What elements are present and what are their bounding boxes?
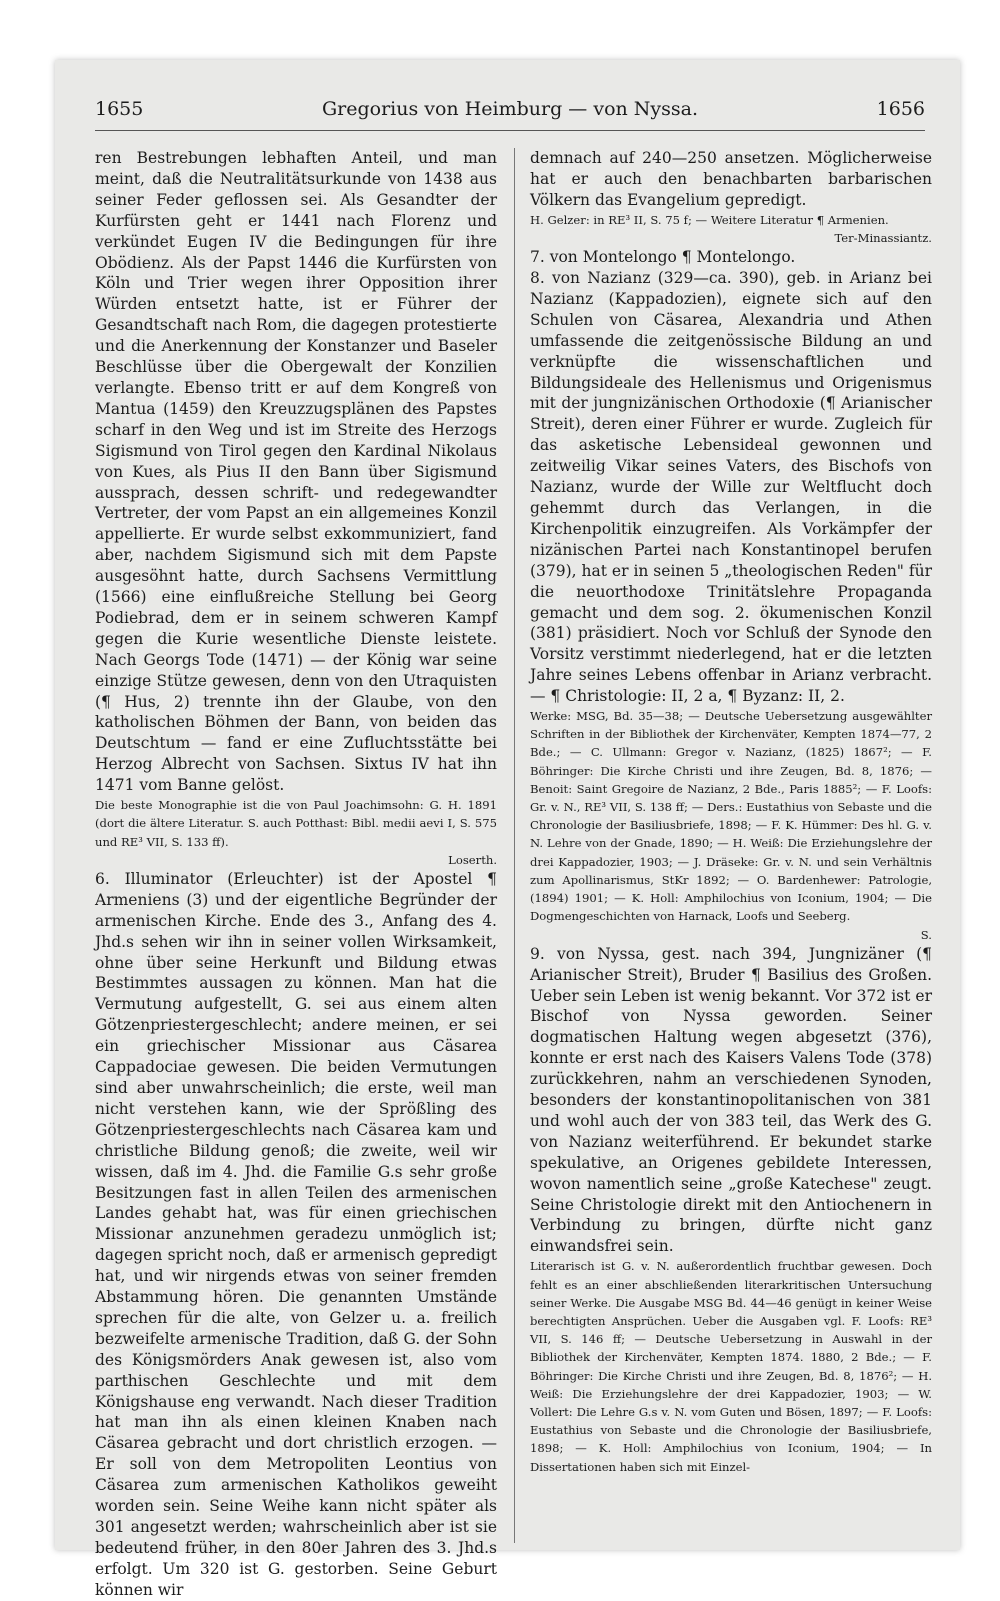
right-page-number: 1656 — [876, 98, 925, 120]
author-signature: Loserth. — [448, 852, 497, 867]
paragraph: demnach auf 240—250 ansetzen. Möglicherweise hat er auch den benachbarten barbarischen Völkern das Evangelium gepredigt. — [530, 149, 932, 209]
bibliography: Werke: MSG, Bd. 35—38; — Deutsche Uebersetzung ausgewählter Schriften in der Bibliothek der Kirchenväter, Kempten 1874—77, 2 Bde.; — C. Ullmann: Gregor v. Nazianz, (1825) 1867²; — F. Böhringer: Die Kirche Christi und ihre Zeugen, Bd. 8, 1876; — Benoit: Saint Gregoire de Nazianz, 2 Bde., Paris 1885²; — F. Loofs: Gr. v. N., RE³ VII, S. 138 ff; — Ders.: Eustathius von Sebaste und die Chronologie der Basiliusbriefe, 1898; — F. K. Hümmer: Des hl. G. v. N. Lehre von der Gnade, 1890; — H. Weiß: Die Erziehungslehre der drei Kappadozier, 1903; — J. Dräseke: Gr. v. N. und sein Verhältnis zum Apollinarismus, StKr 1892; — O. Bardenhewer: Patrologie, (1894) 1901; — K. Holl: Amphilochius von Iconium, 1904; — Die Dogmengeschichten von Harnack, Loofs und Seeberg. — [530, 709, 932, 924]
running-title: Gregorius von Heimburg — von Nyssa. — [321, 98, 699, 120]
bibliography: Literarisch ist G. v. N. außerordentlich fruchtbar gewesen. Doch fehlt es an einer abschließenden literarkritischen Untersuchung seiner Werke. Die Ausgabe MSG Bd. 44—46 genügt in keiner Weise berechtigten Ansprüchen. Ueber die Ausgaben vgl. F. Loofs: RE³ VII, S. 146 ff; — Deutsche Uebersetzung in Auswahl in der Bibliothek der Kirchenväter, Kempten 1874. 1880, 2 Bde.; — F. Böhringer: Die Kirche Christi und ihre Zeugen, Bd. 8, 1876²; — H. Weiß: Die Erziehungslehre der drei Kappadozier, 1903; — W. Vollert: Die Lehre G.s v. N. vom Guten und Bösen, 1897; — F. Loofs: Eustathius von Sebaste und die Chronologie der Basiliusbriefe, 1898; — K. Holl: Amphilochius von Iconium, 1904; — In Dissertationen haben sich mit Einzel- — [530, 1259, 932, 1474]
left-page-number: 1655 — [95, 98, 144, 120]
book-page — [55, 60, 960, 1599]
bibliography: Die beste Monographie ist die von Paul Joachimsohn: G. H. 1891 (dort die ältere Literatur. S. auch Potthast: Bibl. medii aevi I, S. 575 und RE³ VII, S. 133 ff). — [95, 798, 497, 849]
paragraph: 8. von Nazianz (329—ca. 390), geb. in Arianz bei Nazianz (Kappadozien), eignete sich auf den Schulen von Cäsarea, Alexandria und Athen umfassende die zeitgenössische Bildung an und verknüpfte die wissenschaftlichen und Bildungsideale des Hellenismus und Origenismus mit der jungnizänischen Orthodoxie (¶ Arianischer Streit), deren einer Führer er wurde. Zugleich für das asketische Lebensideal gewonnen und zeitweilig Vikar seines Vaters, des Bischofs von Nazianz, wurde der Wille zur Weltflucht doch gehemmt durch das Verlangen, in die Kirchenpolitik einzugreifen. Als Vorkämpfer der nizänischen Partei nach Konstantinopel berufen (379), hat er in seinen 5 „theologischen Reden" für die neuorthodoxe Trinitätslehre Propaganda gemacht und dem sog. 2. ökumenischen Konzil (381) präsidiert. Noch vor Schluß der Synode den Vorsitz verstimmt niederlegend, hat er die letzten Jahre seines Lebens offenbar in Arianz verbracht. — ¶ Christologie: II, 2 a, ¶ Byzanz: II, 2. — [530, 269, 932, 706]
left-column — [95, 148, 497, 1601]
bibliography: H. Gelzer: in RE³ II, S. 75 f; — Weitere Literatur ¶ Armenien. — [530, 212, 889, 227]
paragraph: 9. von Nyssa, gest. nach 394, Jungnizäner (¶ Arianischer Streit), Bruder ¶ Basilius des Großen. Ueber sein Leben ist wenig bekannt. Vor 372 ist er Bischof von Nyssa geworden. Seiner dogmatischen Haltung wegen abgesetzt (376), konnte er erst nach des Kaisers Valens Tode (378) zurückkehren, nahm an verschiedenen Synoden, besonders der konstantinopolitanischen von 381 und wohl auch der von 383 teil, das Werk des G. von Nazianz weiterführend. Er bekundet starke spekulative, an Origenes gebildete Interessen, wovon namentlich seine „große Katechese" zeugt. Seine Christologie direkt mit den Antiochenern in Verbindung zu bringen, dürfte nicht ganz einwandsfrei sein. — [530, 944, 932, 1256]
author-signature: S. — [920, 927, 932, 942]
author-signature: Ter-Minassiantz. — [834, 230, 932, 245]
column-divider — [514, 148, 515, 1543]
running-header — [95, 90, 925, 131]
paragraph: 7. von Montelongo ¶ Montelongo. — [530, 248, 796, 267]
right-column — [530, 148, 932, 1476]
paragraph: 6. Illuminator (Erleuchter) ist der Apostel ¶ Armeniens (3) und der eigentliche Begründer der armenischen Kirche. Ende des 3., Anfang des 4. Jhd.s sehen wir ihn in seiner vollen Wirksamkeit, ohne über seine Herkunft und Bildung etwas Bestimmtes aussagen zu können. Man hat die Vermutung aufgestellt, G. sei aus einem alten Götzenpriestergeschlecht; andere meinen, er sei ein griechischer Missionar aus Cäsarea Cappadociae gewesen. Die beiden Vermutungen sind aber unwahrscheinlich; die erste, weil man nicht verstehen kann, wie der Sprößling des Götzenpriestergeschlechts nach Cäsarea kam und christliche Bildung genoß; die zweite, weil wir wissen, daß im 4. Jhd. die Familie G.s sehr große Besitzungen fast in allen Teilen des armenischen Landes gehabt hat, was für einen griechischen Missionar anzunehmen geradezu unmöglich ist; dagegen spricht noch, daß er armenisch gepredigt hat, und wir nirgends etwas von seiner fremden Abstammung hören. Die genannten Umstände sprechen für die alte, von Gelzer u. a. freilich bezweifelte armenische Tradition, daß G. der Sohn des Königsmörders Anak gewesen ist, also vom parthischen Geschlechte und mit dem Königshause eng verwandt. Nach dieser Tradition hat man ihn als einen kleinen Knaben nach Cäsarea gebracht und dort christlich erzogen. — Er soll von dem Metropoliten Leontius von Cäsarea zum armenischen Katholikos geweiht worden sein. Seine Weihe kann nicht später als 301 angesetzt werden; wahrscheinlich aber ist sie bedeutend früher, in den 80er Jahren des 3. Jhd.s erfolgt. Um 320 ist G. gestorben. Seine Geburt können wir — [95, 869, 497, 1599]
paragraph: ren Bestrebungen lebhaften Anteil, und man meint, daß die Neutralitätsurkunde von 1438 aus seiner Feder geflossen sei. Als Gesandter der Kurfürsten geht er 1441 nach Florenz und verkündet Eugen IV die Bedingungen für ihre Obödienz. Als der Papst 1446 die Kurfürsten von Köln und Trier wegen ihrer Opposition ihrer Würden entsetzt hatte, ist er Führer der Gesandtschaft nach Rom, die dagegen protestierte und die Anerkennung der Konstanzer und Baseler Beschlüsse über die Obergewalt der Konzilien verlangte. Ebenso tritt er auf dem Kongreß von Mantua (1459) den Kreuzzugsplänen des Papstes scharf in den Weg und ist im Streite des Herzogs Sigismund von Tirol gegen den Kardinal Nikolaus von Kues, als Pius II den Bann über Sigismund aussprach, dessen schrift- und redegewandter Vertreter, der vom Papst an ein allgemeines Konzil appellierte. Er wurde selbst exkommuniziert, fand aber, nachdem Sigismund sich mit dem Papste ausgesöhnt hatte, durch Sachsens Vermittlung (1566) eine einflußreiche Stellung bei Georg Podiebrad, dem er in seinem schweren Kampf gegen die Kurie wesentliche Dienste leistete. Nach Georgs Tode (1471) — der König war seine einzige Stütze gewesen, denn von den Utraquisten (¶ Hus, 2) trennte ihn der Glaube, von den katholischen Böhmen der Bann, von beiden das Deutschtum — fand er eine Zufluchtsstätte bei Herzog Albrecht von Sachsen. Sixtus IV hat ihn 1471 vom Banne gelöst. — [95, 149, 497, 795]
